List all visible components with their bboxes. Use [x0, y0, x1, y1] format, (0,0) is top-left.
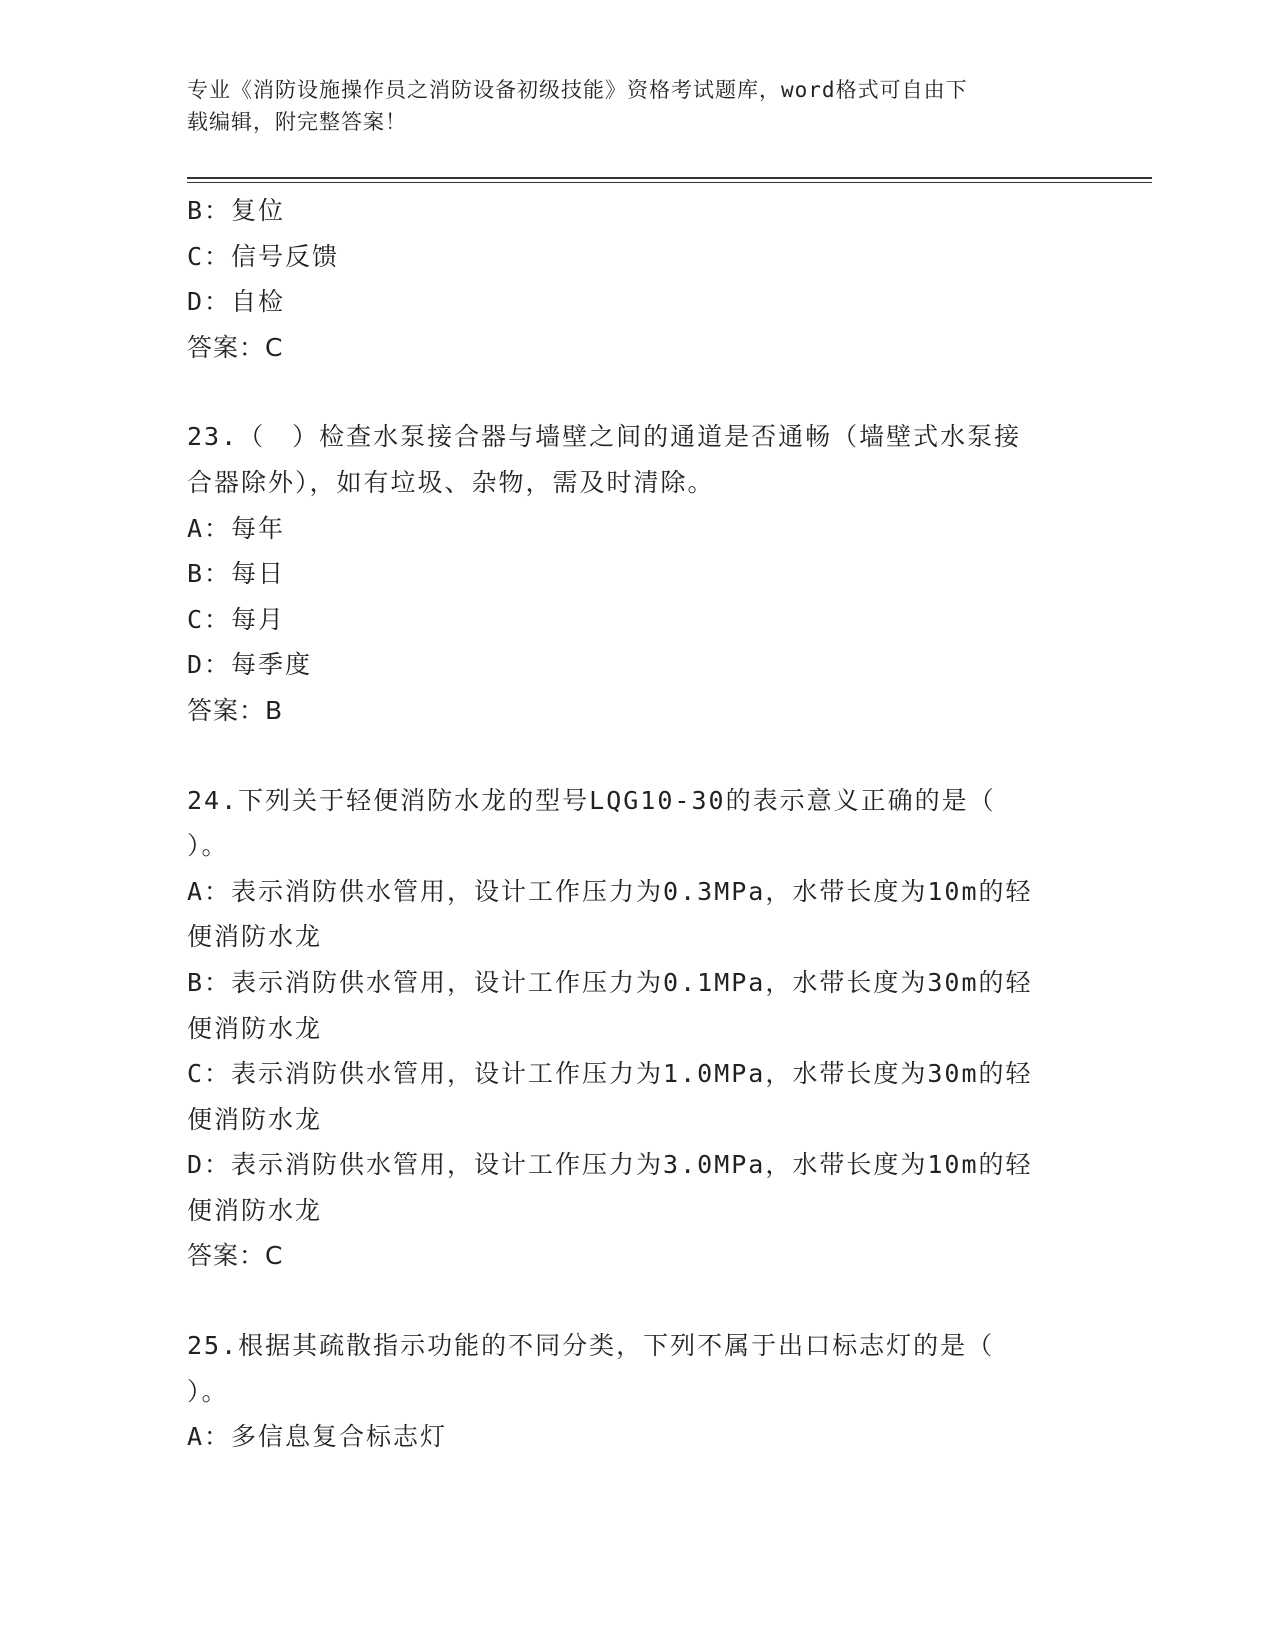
document-header: [187, 74, 1087, 138]
spacer: [187, 1279, 1087, 1323]
option-b-line-2: 便消防水龙: [187, 1013, 323, 1043]
question-22: [187, 188, 1087, 370]
answer: 答案：C: [187, 1241, 284, 1271]
header-line-1: 专业《消防设施操作员之消防设备初级技能》资格考试题库，word格式可自由下: [187, 78, 968, 102]
option-a-line-2: 便消防水龙: [187, 922, 323, 952]
answer: 答案：B: [187, 695, 284, 725]
document-body: [187, 188, 1087, 1460]
spacer: [187, 734, 1087, 778]
option-b: B：每日: [187, 559, 286, 589]
header-divider-thick: [187, 177, 1152, 179]
option-b: B：复位: [187, 196, 286, 225]
question-stem-line-2: ）。: [187, 831, 229, 861]
question-stem-line-2: 合器除外），如有垃圾、杂物，需及时清除。: [187, 467, 715, 497]
question-stem-line-1: 24.下列关于轻便消防水龙的型号LQG10-30的表示意义正确的是（: [187, 785, 996, 815]
question-25: [187, 1323, 1087, 1460]
header-line-2: 载编辑，附完整答案！: [187, 110, 407, 134]
option-d-line-2: 便消防水龙: [187, 1195, 323, 1225]
option-c-line-2: 便消防水龙: [187, 1104, 323, 1134]
question-stem-line-2: ）。: [187, 1376, 229, 1406]
question-24: [187, 778, 1087, 1280]
option-c: C：信号反馈: [187, 241, 340, 271]
question-23: [187, 414, 1087, 733]
option-c: C：每月: [187, 604, 286, 634]
spacer: [187, 370, 1087, 414]
question-stem-line-1: 23.（ ）检查水泵接合器与墙壁之间的通道是否通畅（墙壁式水泵接: [187, 422, 1022, 452]
question-stem-line-1: 25.根据其疏散指示功能的不同分类，下列不属于出口标志灯的是（: [187, 1331, 995, 1361]
answer: 答案：C: [187, 332, 284, 362]
option-a: A：多信息复合标志灯: [187, 1422, 448, 1452]
option-b-line-1: B：表示消防供水管用，设计工作压力为0.1MPa，水带长度为30m的轻: [187, 967, 1033, 997]
option-d: D：自检: [187, 287, 286, 317]
option-a: A：每年: [187, 513, 286, 543]
header-divider-thin: [187, 182, 1152, 183]
option-a-line-1: A：表示消防供水管用，设计工作压力为0.3MPa，水带长度为10m的轻: [187, 876, 1033, 906]
option-d: D：每季度: [187, 650, 313, 680]
option-c-line-1: C：表示消防供水管用，设计工作压力为1.0MPa，水带长度为30m的轻: [187, 1059, 1033, 1089]
option-d-line-1: D：表示消防供水管用，设计工作压力为3.0MPa，水带长度为10m的轻: [187, 1150, 1033, 1180]
